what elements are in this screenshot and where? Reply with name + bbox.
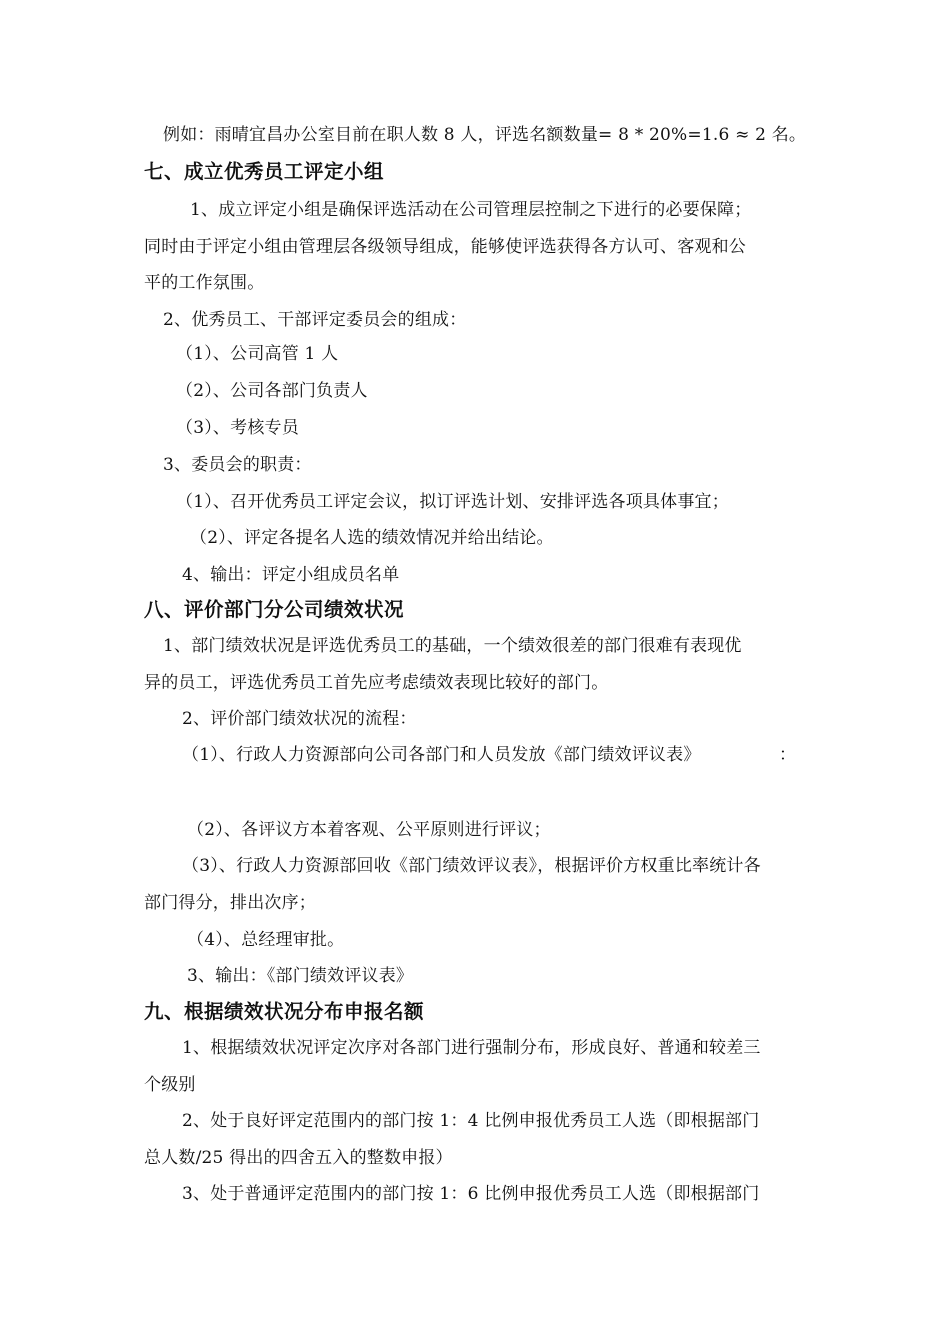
section7-paragraph3: 3、委员会的职责： <box>163 455 312 475</box>
section8-paragraph2-item3-line2: 部门得分，排出次序； <box>144 893 316 913</box>
section9-paragraph3-line1: 3、处于普通评定范围内的部门按 1：6 比例申报优秀员工人选（即根据部门 <box>182 1184 760 1204</box>
section7-paragraph2-item3: （3）、考核专员 <box>176 418 299 438</box>
section8-paragraph2-item3-line1: （3）、行政人力资源部回收《部门绩效评议表》，根据评价方权重比率统计各 <box>182 856 761 876</box>
section8-paragraph1-line2: 异的员工，评选优秀员工首先应考虑绩效表现比较好的部门。 <box>144 673 609 693</box>
section8-paragraph3: 3、输出：《部门绩效评议表》 <box>187 966 414 986</box>
section8-paragraph2-item1: （1）、行政人力资源部向公司各部门和人员发放《部门绩效评议表》 <box>182 745 701 765</box>
section7-paragraph4: 4、输出：评定小组成员名单 <box>182 565 400 585</box>
section7-paragraph2-item2: （2）、公司各部门负责人 <box>176 381 368 401</box>
section8-paragraph2-item1-colon: ： <box>779 745 797 765</box>
section7-paragraph3-item2: （2）、评定各提名人选的绩效情况并给出结论。 <box>190 528 554 548</box>
section7-paragraph1-line2: 同时由于评定小组由管理层各级领导组成，能够使评选获得各方认可、客观和公 <box>144 237 746 257</box>
section9-heading: 九、根据绩效状况分布申报名额 <box>144 1000 425 1023</box>
section8-heading: 八、评价部门分公司绩效状况 <box>144 598 405 621</box>
section7-paragraph3-item1: （1）、召开优秀员工评定会议，拟订评选计划、安排评选各项具体事宜； <box>176 492 729 512</box>
section9-paragraph2-line2: 总人数/25 得出的四舍五入的整数申报） <box>144 1148 453 1168</box>
section8-paragraph1-line1: 1、部门绩效状况是评选优秀员工的基础，一个绩效很差的部门很难有表现优 <box>163 636 742 656</box>
intro-line: 例如：雨晴宜昌办公室目前在职人数 8 人，评选名额数量= 8 * 20%=1.6 ≈ 2 名。 <box>163 125 807 145</box>
section9-paragraph1-line2: 个级别 <box>144 1075 196 1095</box>
section7-heading: 七、成立优秀员工评定小组 <box>144 160 385 183</box>
section8-paragraph2-item4: （4）、总经理审批。 <box>187 930 345 950</box>
section9-paragraph2-line1: 2、处于良好评定范围内的部门按 1：4 比例申报优秀员工人选（即根据部门 <box>182 1111 760 1131</box>
section7-paragraph2: 2、优秀员工、干部评定委员会的组成： <box>163 310 467 330</box>
section8-paragraph2-item2: （2）、各评议方本着客观、公平原则进行评议； <box>187 820 551 840</box>
section7-paragraph2-item1: （1）、公司高管 1 人 <box>176 344 339 364</box>
section7-paragraph1-line1: 1、成立评定小组是确保评选活动在公司管理层控制之下进行的必要保障； <box>190 200 752 220</box>
section7-paragraph1-line3: 平的工作氛围。 <box>144 273 265 293</box>
section8-paragraph2: 2、评价部门绩效状况的流程： <box>182 709 417 729</box>
section9-paragraph1-line1: 1、根据绩效状况评定次序对各部门进行强制分布，形成良好、普通和较差三 <box>182 1038 761 1058</box>
